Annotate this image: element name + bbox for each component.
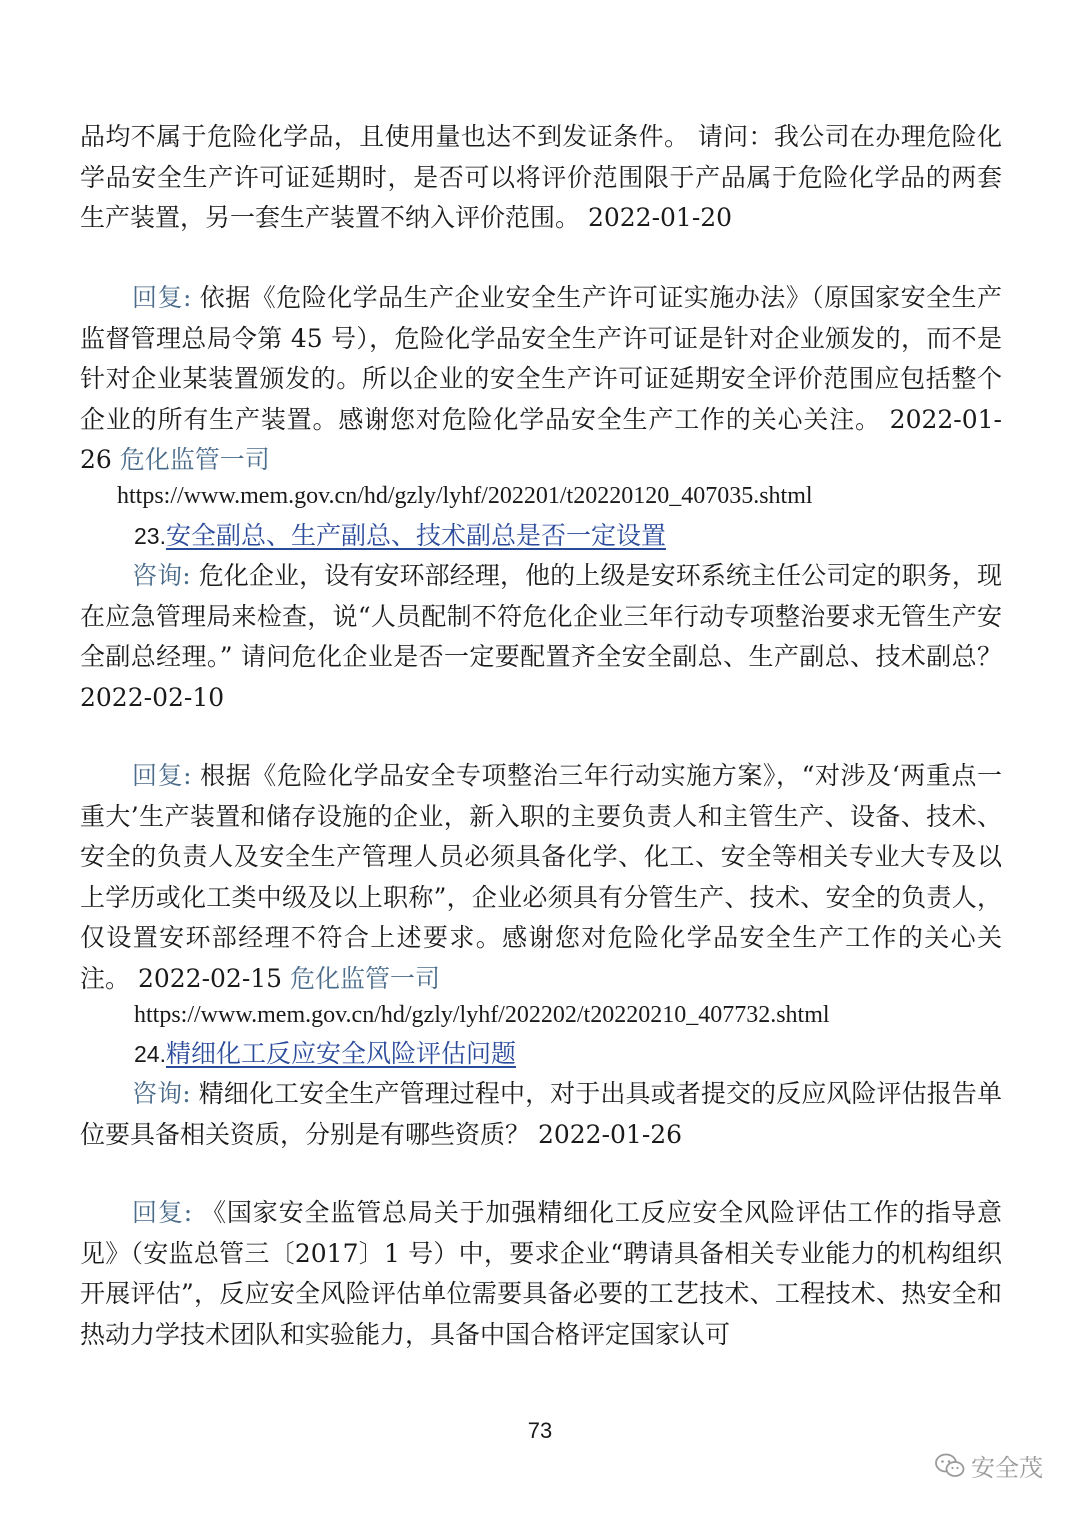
source-url[interactable]: https://www.mem.gov.cn/hd/gzly/lyhf/202202/t20220210_407732.shtml — [134, 1002, 830, 1028]
watermark-text: 安全茂 — [971, 1454, 1043, 1482]
department-tag: 危化监管一司 — [119, 445, 270, 474]
question-text: 品均不属于危险化学品，且使用量也达不到发证条件。 请问：我公司在办理危险化学品安全生产许可证延期时，是否可以将评价范围限于产品属于危险化学品的两套生产装置，另一套生产装置不纳入评价范围。 2022-01-20 — [80, 122, 1002, 232]
consult-24 — [80, 1074, 1002, 1155]
page-number: 73 — [527, 1418, 553, 1443]
reply-label: 回复: — [132, 283, 192, 312]
question-heading-24 — [134, 1036, 516, 1072]
consult-text: 精细化工安全生产管理过程中，对于出具或者提交的反应风险评估报告单位要具备相关资质，分别是有哪些资质？ 2022-01-26 — [80, 1079, 1002, 1149]
reply-text: 《国家安全监管总局关于加强精细化工反应安全风险评估工作的指导意见》（安监总管三〔2017〕1 号）中，要求企业“聘请具备相关专业能力的机构组织开展评估”，反应安全风险评估单位需要具备必要的工艺技术、工程技术、热安全和热动力学技术团队和实验能力，具备中国合格评定国家认可 — [80, 1198, 1002, 1349]
consult-label: 咨询: — [132, 1079, 191, 1108]
question-title-link[interactable]: 安全副总、生产副总、技术副总是否一定设置 — [165, 521, 666, 550]
question-title-link[interactable]: 精细化工反应安全风险评估问题 — [165, 1039, 516, 1068]
consult-text: 危化企业，设有安环部经理，他的上级是安环系统主任公司定的职务，现在应急管理局来检查，说“人员配制不符危化企业三年行动专项整治要求无管生产安全副总经理。” 请问危化企业是否一定要配置齐全安全副总、生产副总、技术副总？ 2022-02-10 — [80, 561, 1002, 712]
source-url[interactable]: https://www.mem.gov.cn/hd/gzly/lyhf/202201/t20220120_407035.shtml — [117, 483, 813, 509]
reply-text: 根据《危险化学品安全专项整治三年行动实施方案》，“对涉及‘两重点一重大’生产装置和储存设施的企业，新入职的主要负责人和主管生产、设备、技术、安全的负责人及安全生产管理人员必须具备化学、化工、安全等相关专业大专及以上学历或化工类中级及以上职称”，企业必须具有分管生产、技术、安全的负责人，仅设置安环部经理不符合上述要求。感谢您对危险化学品安全生产工作的关心关注。 2022-02-15 — [80, 761, 1002, 993]
reply-23 — [80, 756, 1002, 999]
wechat-icon — [935, 1453, 965, 1479]
department-tag: 危化监管一司 — [290, 963, 441, 993]
reply-label: 回复: — [132, 1198, 193, 1227]
reply-text: 依据《危险化学品生产企业安全生产许可证实施办法》（原国家安全生产监督管理总局令第 45 号），危险化学品安全生产许可证是针对企业颁发的，而不是针对企业某装置颁发的。所以企业的安全生产许可证延期安全评价范围应包括整个企业的所有生产装置。感谢您对危险化学品安全生产工作的关心关注。 2022-01-26 — [80, 283, 1002, 474]
reply-24 — [80, 1193, 1002, 1355]
question-number: 23. — [134, 523, 166, 549]
question-heading-23 — [134, 518, 666, 554]
question-number: 24. — [134, 1041, 166, 1067]
consult-23 — [80, 556, 1002, 718]
reply-label: 回复: — [132, 761, 192, 790]
consult-label: 咨询: — [132, 561, 191, 590]
question-continuation — [80, 117, 1002, 239]
watermark — [935, 1448, 1043, 1483]
reply-22 — [80, 278, 1002, 481]
